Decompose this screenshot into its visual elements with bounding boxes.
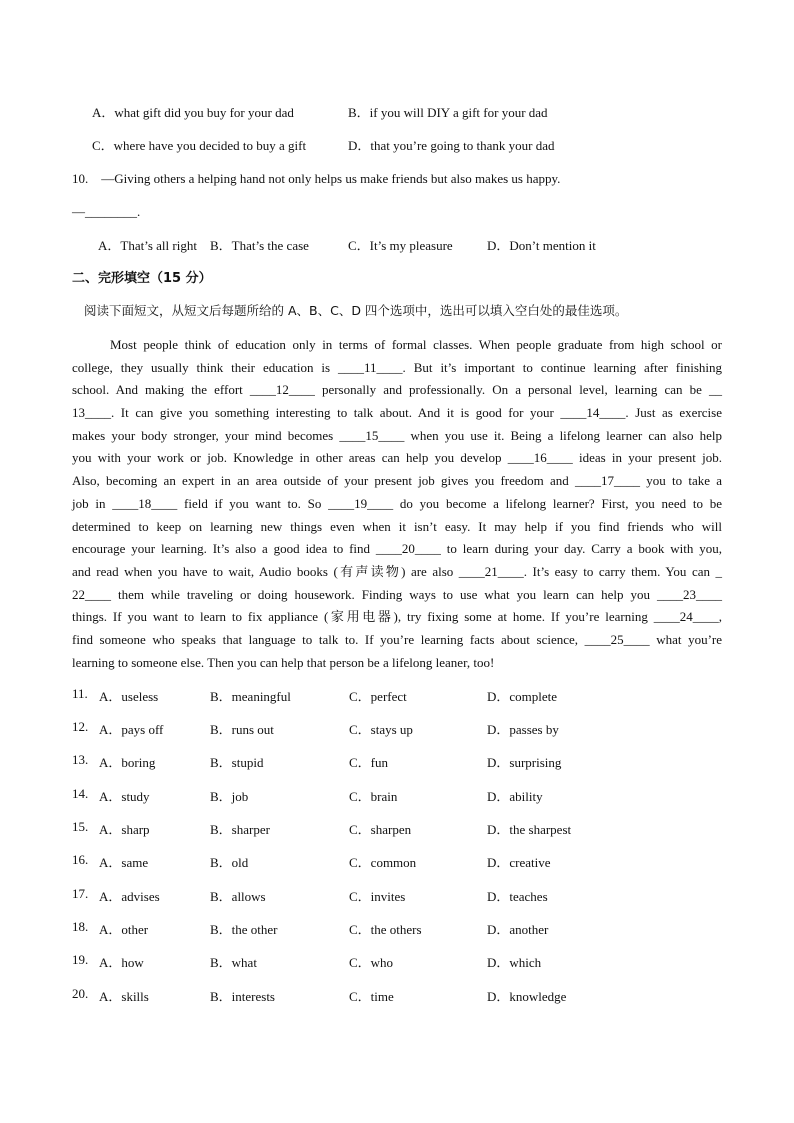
q9-option-b-text: if you will DIY a gift for your dad [369,105,548,120]
q9-option-d-label: D． [348,138,371,153]
option-a: A．skills [99,989,149,1004]
option-d: D．ability [487,789,543,804]
option-b: B．job [210,789,249,804]
option-c: C．perfect [349,689,407,704]
q9-option-b-label: B． [348,105,370,120]
question-number: 15. [72,819,89,834]
option-d: D．surprising [487,755,562,770]
q10-option-d-label: D． [487,238,510,253]
option-b: B．interests [210,989,275,1004]
q9-option-c-label: C． [92,138,114,153]
option-a: A．pays off [99,722,164,737]
passage-line: Also, becoming an expert in an area outside of your present job gives you freedom and ____17____ you to take a [72,473,722,489]
option-c: C．who [349,955,394,970]
q10-option-c [348,235,453,254]
section-instruction: 阅读下面短文，从短文后每题所给的 A、B、C、D 四个选项中，选出可以填入空白处的最佳选项。 [84,303,628,318]
option-d: D．creative [487,855,551,870]
q10-option-a-text: That’s all right [120,238,197,253]
q10-option-c-text: It’s my pleasure [369,238,453,253]
passage-line: and read when you have to wait, Audio books (有声读物) are also ____21____. It’s easy to carry them. You can _ [72,563,722,579]
option-d: D．knowledge [487,989,567,1004]
q10-option-a [98,235,197,254]
passage-line: learning to someone else. Then you can help that person be a lifelong leaner, too! [72,654,495,670]
option-d: D．passes by [487,722,559,737]
option-b: B．stupid [210,755,264,770]
question-number: 13. [72,752,89,767]
question-number: 18. [72,919,89,934]
question-number: 16. [72,852,89,867]
option-c: C．brain [349,789,398,804]
option-c: C．fun [349,755,389,770]
option-b: B．allows [210,889,266,904]
question-number: 20. [72,986,89,1001]
q9-option-a-text: what gift did you buy for your dad [114,105,294,120]
option-a: A．study [99,789,150,804]
passage-line: things. If you want to learn to fix appliance (家用电器), try fixing some at home. If you’re learning ____24____, [72,609,722,625]
q10-option-c-label: C． [348,238,370,253]
option-b: B．old [210,855,249,870]
option-c: C．common [349,855,417,870]
option-c: C．stays up [349,722,413,737]
option-d: D．another [487,922,549,937]
q10-answer-line: —________. [72,204,141,219]
option-d: D．complete [487,689,558,704]
question-number: 19. [72,952,89,967]
q9-option-a-label: A． [92,105,115,120]
q9-option-d [348,135,555,154]
option-a: A．other [99,922,149,937]
q10-stem: 10. —Giving others a helping hand not only helps us make friends but also makes us happy. [72,171,561,186]
q10-option-b-text: That’s the case [231,238,309,253]
q10-option-b-label: B． [210,238,232,253]
option-c: C．time [349,989,394,1004]
passage-line: makes your body stronger, your mind becomes ____15____ when you use it. Being a lifelong learner can also help [72,427,722,443]
passage-line: school. And making the effort ____12____ personally and professionally. On a personal level, learning can be __ [72,382,722,398]
option-b: B．runs out [210,722,274,737]
option-b: B．meaningful [210,689,291,704]
q10-option-b [210,235,309,254]
option-d: D．teaches [487,889,548,904]
passage-line: 22____ them while traveling or doing housework. Finding ways to use what you learn can help you ____23____ [72,586,722,602]
option-c: C．the others [349,922,422,937]
passage-line: 13____. It can give you something interesting to talk about. And it is good for your ____14____. Just as exercise [72,405,722,421]
q9-option-c-text: where have you decided to buy a gift [113,138,307,153]
q9-option-d-text: that you’re going to thank your dad [370,138,555,153]
option-b: B．sharper [210,822,270,837]
option-a: A．advises [99,889,160,904]
q9-option-a [92,102,294,121]
passage-line: Most people think of education only in terms of formal classes. When people graduate from high school or [110,337,722,352]
option-a: A．boring [99,755,156,770]
question-number: 12. [72,719,89,734]
option-b: B．the other [210,922,278,937]
passage-line: encourage your learning. It’s also a good idea to find ____20____ to learn during your day. Carry a book with you, [72,541,722,557]
q10-option-d-text: Don’t mention it [509,238,596,253]
passage-line: find someone who speaks that language to talk to. If you’re learning facts about science, ____25____ what you’re [72,631,722,647]
q10-option-d [487,235,596,254]
q9-option-b [348,102,548,121]
option-a: A．useless [99,689,159,704]
q9-option-c [92,135,306,154]
option-d: D．the sharpest [487,822,572,837]
passage-line: you with your work or job. Knowledge in other areas can help you develop ____16____ ideas in your present job. [72,450,722,466]
option-c: C．invites [349,889,406,904]
passage-line: college, they usually think their education is ____11____. But it’s important to continue learning after finishing [72,359,722,375]
option-a: A．sharp [99,822,150,837]
passage-line: determined to keep on learning new things even when it isn’t easy. It may help if you find friends who will [72,518,722,534]
question-number: 17. [72,886,89,901]
option-a: A．same [99,855,149,870]
option-d: D．which [487,955,542,970]
question-number: 11. [72,686,88,701]
question-number: 14. [72,786,89,801]
option-b: B．what [210,955,257,970]
passage-line: job in ____18____ field if you want to. So ____19____ do you become a lifelong learner? First, you need to be [72,495,722,511]
q10-option-a-label: A． [98,238,121,253]
option-c: C．sharpen [349,822,412,837]
option-a: A．how [99,955,144,970]
section-title: 二、完形填空（15 分） [72,271,212,286]
passage [72,334,722,674]
